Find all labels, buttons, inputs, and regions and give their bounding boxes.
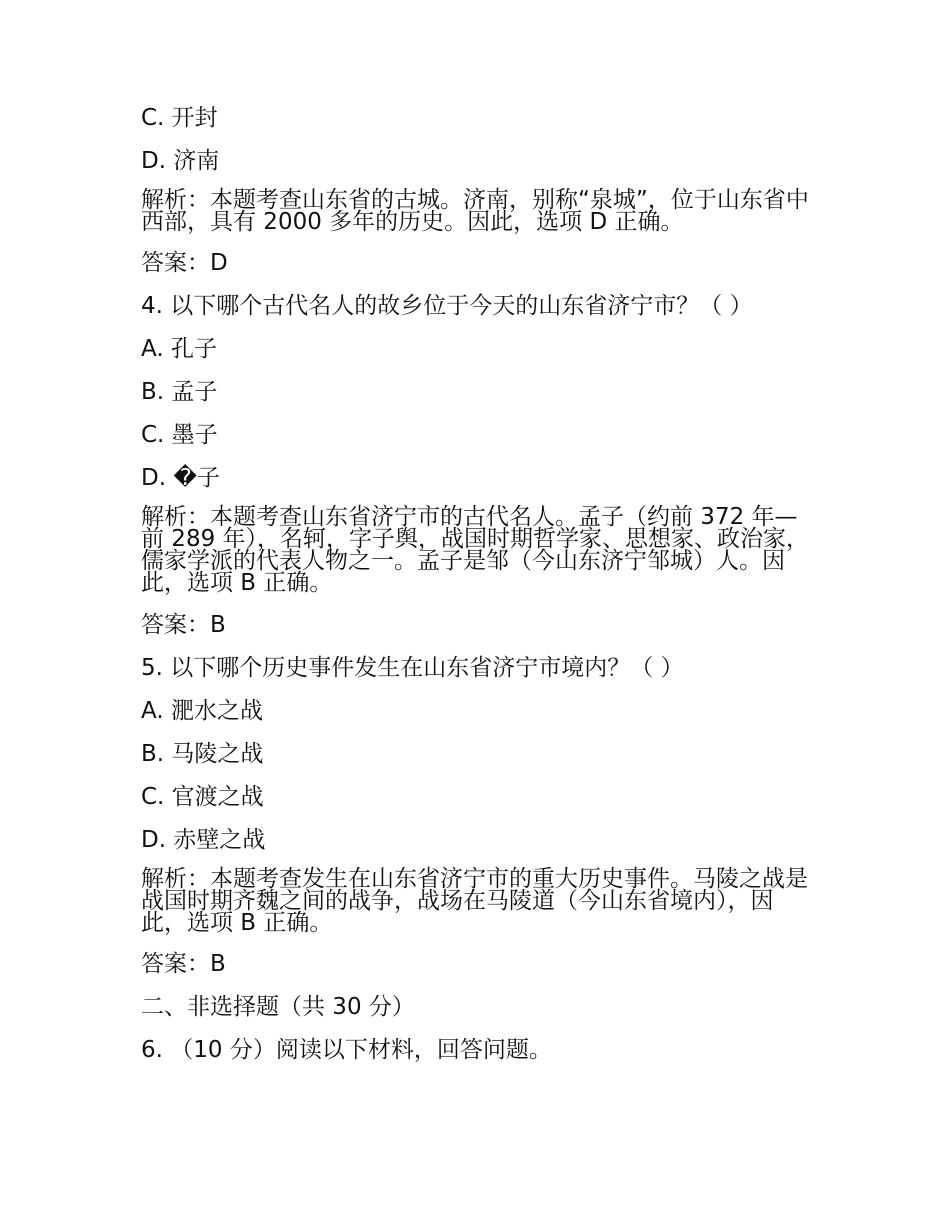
q4-option-d: D. �子 [141,465,220,491]
q5-option-d: D. 赤壁之战 [141,827,266,853]
q4-option-a: A. 孔子 [141,336,217,362]
q3-option-c: C. 开封 [141,105,218,131]
q4-analysis: 解析：本题考查山东省济宁市的古代名人。孟子（约前 372 年—前 289 年），名轲，字子舆，战国时期哲学家、思想家、政治家，儒家学派的代表人物之一。孟子是邹（今山东济宁邹城）人。因此，选项 B 正确。 [141,504,810,596]
q5-answer: 答案：B [141,951,226,977]
q5-option-a: A. 淝水之战 [141,698,263,724]
q5-option-b: B. 马陵之战 [141,741,264,767]
q3-option-d: D. 济南 [141,148,220,174]
q4-question: 4. 以下哪个古代名人的故乡位于今天的山东省济宁市？（ ） [141,293,753,319]
q5-option-c: C. 官渡之战 [141,784,264,810]
q5-analysis: 解析：本题考查发生在山东省济宁市的重大历史事件。马陵之战是战国时期齐魏之间的战争，战场在马陵道（今山东省境内），因此，选项 B 正确。 [141,866,808,936]
q3-analysis: 解析：本题考查山东省的古城。济南，别称“泉城”，位于山东省中西部，具有 2000 多年的历史。因此，选项 D 正确。 [141,187,809,235]
q3-answer: 答案：D [141,250,228,276]
q4-option-b: B. 孟子 [141,379,218,405]
q5-question: 5. 以下哪个历史事件发生在山东省济宁市境内？（ ） [141,655,684,681]
document-content [141,103,813,1078]
section-two-heading: 二、非选择题（共 30 分） [141,994,415,1020]
q4-option-c: C. 墨子 [141,422,218,448]
q6-question: 6. （10 分）阅读以下材料，回答问题。 [141,1037,552,1063]
q4-answer: 答案：B [141,612,226,638]
